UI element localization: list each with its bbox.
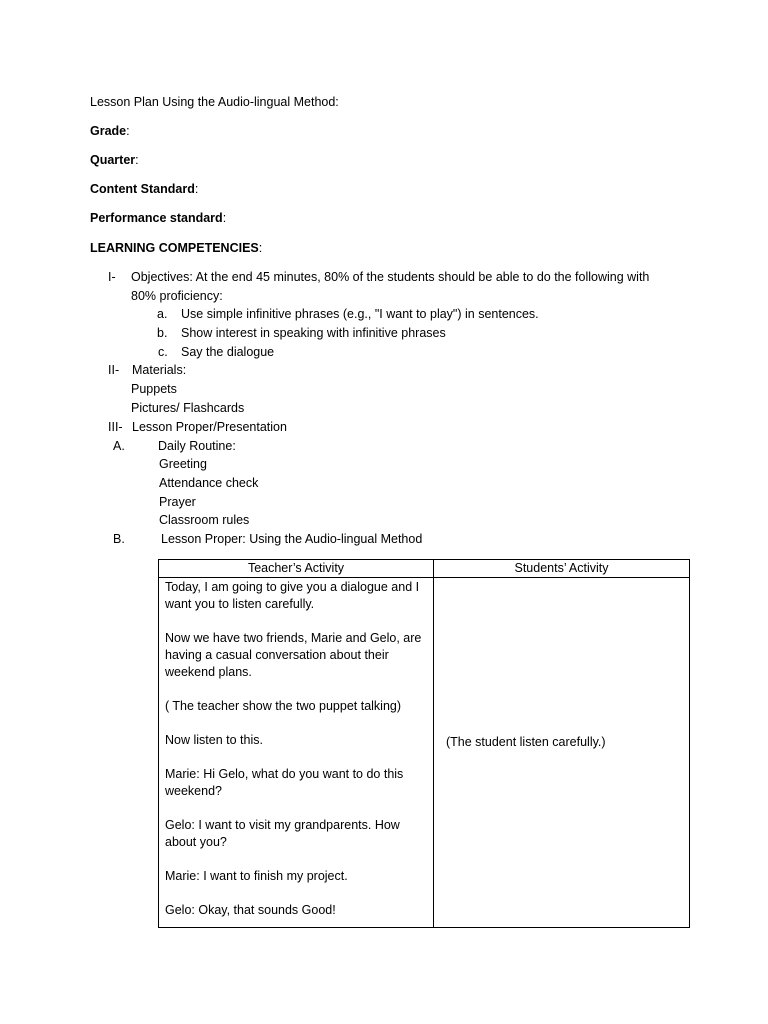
objective-a-text: Use simple infinitive phrases (e.g., "I want to play") in sentences. [181, 307, 539, 321]
objectives-line-1: Objectives: At the end 45 minutes, 80% of the students should be able to do the following with [131, 270, 650, 284]
materials-number: II- [108, 363, 120, 377]
objective-c-text: Say the dialogue [181, 345, 275, 359]
document-title: Lesson Plan Using the Audio-lingual Method: [90, 95, 339, 109]
content-standard-colon: : [194, 182, 199, 196]
quarter-label: Quarter [90, 153, 136, 167]
teacher-paragraph: Gelo: Okay, that sounds Good! [165, 903, 336, 917]
lesson-proper-label: Lesson Proper/Presentation [132, 420, 287, 434]
routine-item: Greeting [159, 457, 207, 471]
objectives-line-2: 80% proficiency: [131, 289, 223, 303]
lesson-proper-number: III- [108, 420, 123, 434]
teacher-activity-header: Teacher’s Activity [159, 560, 434, 578]
performance-standard-colon: : [222, 211, 227, 225]
learning-competencies-label: LEARNING COMPETENCIES [90, 241, 259, 255]
grade-field [90, 123, 130, 139]
content-standard-field [90, 181, 198, 197]
quarter-field [90, 152, 139, 168]
teacher-paragraph: Today, I am going to give you a dialogue and I want you to listen carefully. [165, 580, 420, 611]
daily-routine-letter: A. [113, 439, 125, 453]
quarter-colon: : [135, 153, 139, 167]
grade-colon: : [126, 124, 130, 138]
lesson-proper-b-letter: B. [113, 532, 125, 546]
teacher-paragraph: ( The teacher show the two puppet talking) [165, 699, 402, 713]
objectives-number: I- [108, 270, 116, 284]
daily-routine-label: Daily Routine: [158, 439, 236, 453]
table-header-row [159, 560, 690, 578]
learning-competencies-field [90, 240, 262, 256]
material-item: Puppets [131, 382, 177, 396]
routine-item: Attendance check [159, 476, 259, 490]
teacher-paragraph: Now listen to this. [165, 733, 263, 747]
grade-label: Grade [90, 124, 127, 138]
students-activity-cell [434, 578, 690, 928]
activity-table [158, 559, 690, 928]
materials-label: Materials: [132, 363, 187, 377]
objective-c-letter: c. [158, 345, 168, 359]
content-standard-label: Content Standard [90, 182, 195, 196]
teacher-paragraph: Marie: I want to finish my project. [165, 869, 348, 883]
teacher-paragraph: Now we have two friends, Marie and Gelo, are having a casual conversation about their weekend plans. [165, 631, 422, 679]
performance-standard-label: Performance standard [90, 211, 223, 225]
table-row [159, 578, 690, 928]
teacher-activity-cell [159, 578, 434, 928]
routine-item: Prayer [159, 495, 196, 509]
student-activity-text: (The student listen carefully.) [446, 735, 606, 749]
objective-a-letter: a. [157, 307, 168, 321]
teacher-paragraph: Marie: Hi Gelo, what do you want to do this weekend? [165, 767, 404, 798]
routine-item: Classroom rules [159, 513, 250, 527]
lesson-proper-b-label: Lesson Proper: Using the Audio-lingual Method [161, 532, 423, 546]
objective-b-letter: b. [157, 326, 168, 340]
material-item: Pictures/ Flashcards [131, 401, 245, 415]
students-activity-header: Students’ Activity [434, 560, 690, 578]
learning-competencies-colon: : [258, 241, 263, 255]
objective-b-text: Show interest in speaking with infinitive phrases [181, 326, 446, 340]
performance-standard-field [90, 210, 226, 226]
teacher-paragraph: Gelo: I want to visit my grandparents. How about you? [165, 818, 400, 849]
